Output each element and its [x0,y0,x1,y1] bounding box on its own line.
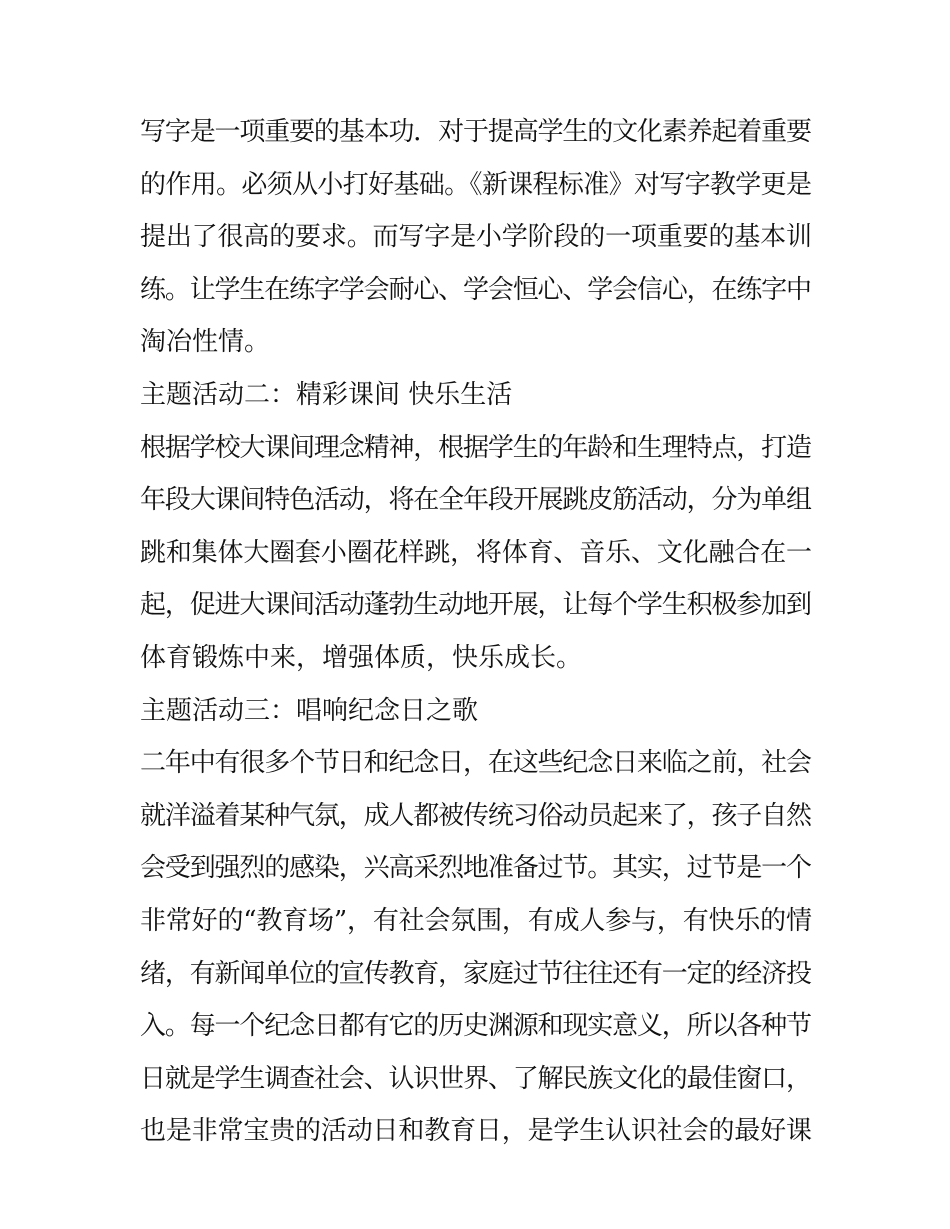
text-line: 也是非常宝贵的活动日和教育日，是学生认识社会的最好课 [140,1116,812,1147]
text-line: 年段大课间特色活动，将在全年段开展跳皮筋活动，分为单组 [140,485,811,516]
text-line: 二年中有很多个节日和纪念日，在这些纪念日来临之前，社会 [140,748,811,779]
text-line: 日就是学生调查社会、认识世界、了解民族文化的最佳窗口， [140,1063,811,1094]
text-line: 淘冶性情。 [140,327,271,358]
text-line: 主题活动二：精彩课间 快乐生活 [140,379,513,410]
text-line: 主题活动三：唱响纪念日之歌 [140,695,479,726]
text-line: 入。每一个纪念日都有它的历史渊源和现实意义，所以各种节 [140,1011,811,1042]
text-line: 就洋溢着某种气氛，成人都被传统习俗动员起来了，孩子自然 [140,800,811,831]
text-line: 体育锻炼中来，增强体质，快乐成长。 [140,642,583,673]
text-line: 的作用。必须从小打好基础。《新课程标准》对写字教学更是 [140,169,812,200]
text-line: 根据学校大课间理念精神，根据学生的年龄和生理特点，打造 [140,432,811,463]
text-line: 提出了很高的要求。而写字是小学阶段的一项重要的基本训 [140,222,812,253]
text-line: 起，促进大课间活动蓬勃生动地开展，让每个学生积极参加到 [140,590,811,621]
text-line: 练。让学生在练字学会耐心、学会恒心、学会信心，在练字中 [140,274,811,305]
document-body [140,106,812,1158]
text-line: 绪，有新闻单位的宣传教育，家庭过节往往还有一定的经济投 [140,958,811,989]
text-line: 写字是一项重要的基本功．对于提高学生的文化素养起着重要 [140,117,811,147]
text-line: 会受到强烈的感染，兴高采烈地准备过节。其实，过节是一个 [140,853,811,884]
text-line: 非常好的“教育场”，有社会氛围，有成人参与，有快乐的情 [140,905,812,936]
text-line: 跳和集体大圈套小圈花样跳，将体育、音乐、文化融合在一 [140,537,812,568]
